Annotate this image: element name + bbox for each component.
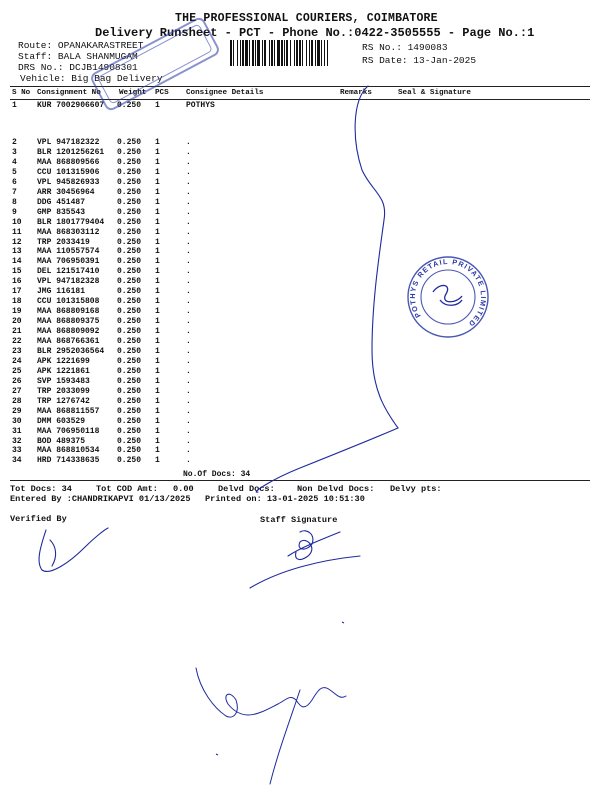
row-sno: 1 <box>12 101 17 110</box>
row-weight: 0.250 <box>117 356 142 366</box>
row-consignee: POTHYS <box>186 101 215 110</box>
row-sno: 26 <box>12 376 22 386</box>
row-pcs: 1 <box>155 406 160 416</box>
row-pcs: 1 <box>155 426 160 436</box>
row-consignment: VPL 947182328 <box>37 277 100 287</box>
row-consignee: . <box>186 337 191 346</box>
row-pcs: 1 <box>155 217 160 227</box>
row-sno: 10 <box>12 217 22 227</box>
row-sno: 2 <box>12 138 17 147</box>
delvd-docs: Delvd Docs: <box>218 484 275 494</box>
row-consignment: APK 1221861 <box>37 366 90 376</box>
row-pcs: 1 <box>155 277 160 287</box>
row-consignment: CCU 101315808 <box>37 297 100 307</box>
row-weight: 0.250 <box>117 317 142 327</box>
row-weight: 0.250 <box>117 227 142 237</box>
no-of-docs: No.Of Docs: 34 <box>183 470 251 479</box>
row-consignment: MAA 706950118 <box>37 426 100 436</box>
row-consignee: . <box>186 187 191 197</box>
row-sno: 15 <box>12 267 22 277</box>
row-pcs: 1 <box>155 356 160 366</box>
svg-text:POTHYS RETAIL PRIVATE LIMITED: POTHYS RETAIL PRIVATE LIMITED <box>407 256 489 330</box>
row-pcs: 1 <box>155 317 160 327</box>
row-weight: 0.250 <box>117 167 142 177</box>
verified-by-signature <box>39 528 108 571</box>
row-consignee: . <box>186 157 191 167</box>
row-pcs: 1 <box>155 396 160 406</box>
row-pcs: 1 <box>155 197 160 207</box>
col-consignee: Consignee Details <box>186 89 264 97</box>
col-consignment: Consignment No <box>37 89 101 97</box>
row-consignment: DMM 603529 <box>37 416 86 426</box>
row-pcs: 1 <box>155 446 160 456</box>
row-consignee: . <box>186 197 191 207</box>
row-weight: 0.250 <box>117 157 142 167</box>
row-weight: 0.250 <box>117 177 142 187</box>
delvy-pts: Delvy pts: <box>390 484 442 494</box>
row-consignee: . <box>186 227 191 237</box>
col-pcs: PCS <box>155 89 169 97</box>
rs-number: RS No.: 1490083 <box>362 42 448 53</box>
row-consignee: . <box>186 327 191 337</box>
row-consignee: . <box>186 307 191 317</box>
row-pcs: 1 <box>155 327 160 337</box>
row-consignment: GMP 835543 <box>37 207 86 217</box>
row-weight: 0.250 <box>117 436 142 446</box>
row-consignee: . <box>186 366 191 376</box>
row-consignment: MAA 868809566 <box>37 157 100 167</box>
staff-label: Staff: BALA SHANMUGAM <box>18 51 138 62</box>
row-sno: 16 <box>12 277 22 287</box>
row-consignment: MAA 868810534 <box>37 446 100 456</box>
row-consignment: MAA 868303112 <box>37 227 100 237</box>
row-weight: 0.250 <box>117 197 142 207</box>
row-consignment: DEL 121517410 <box>37 267 100 277</box>
row-consignment: MAA 868809092 <box>37 327 100 337</box>
row-consignment: HRD 714338635 <box>37 456 100 466</box>
row-sno: 11 <box>12 227 22 237</box>
row-pcs: 1 <box>155 386 160 396</box>
tot-docs: Tot Docs: 34 <box>10 484 72 494</box>
row-weight: 0.250 <box>117 287 142 297</box>
row-pcs: 1 <box>155 436 160 446</box>
rs-date: RS Date: 13-Jan-2025 <box>362 55 477 66</box>
row-weight: 0.250 <box>117 267 142 277</box>
row-consignment: MAA 868809168 <box>37 307 100 317</box>
row-consignee: . <box>186 346 191 356</box>
row-weight: 0.250 <box>117 376 142 386</box>
row-consignment: BLR 2952036564 <box>37 346 105 356</box>
row-consignment: BLR 1201256261 <box>37 147 105 157</box>
row-pcs: 1 <box>155 147 160 157</box>
row-pcs: 1 <box>155 138 160 147</box>
row-sno: 20 <box>12 317 22 327</box>
row-consignee: . <box>186 237 191 247</box>
row-consignee: . <box>186 317 191 327</box>
row-pcs: 1 <box>155 101 160 110</box>
row-pcs: 1 <box>155 376 160 386</box>
row-consignee: . <box>186 426 191 436</box>
row-weight: 0.250 <box>117 277 142 287</box>
row-consignee: . <box>186 436 191 446</box>
row-pcs: 1 <box>155 257 160 267</box>
row-sno: 14 <box>12 257 22 267</box>
row-weight: 0.250 <box>117 138 142 147</box>
row-weight: 0.250 <box>117 386 142 396</box>
row-sno: 31 <box>12 426 22 436</box>
row-consignment: BOD 489375 <box>37 436 86 446</box>
row-consignment: APK 1221699 <box>37 356 90 366</box>
row-consignment: ARR 30456964 <box>37 187 95 197</box>
row-pcs: 1 <box>155 307 160 317</box>
row-consignee: . <box>186 297 191 307</box>
non-delvd-docs: Non Delvd Docs: <box>297 484 375 494</box>
row-sno: 13 <box>12 247 22 257</box>
row-weight: 0.250 <box>117 346 142 356</box>
row-consignment: VPL 945826933 <box>37 177 100 187</box>
row-sno: 3 <box>12 147 17 157</box>
row-weight: 0.250 <box>117 446 142 456</box>
row-sno: 24 <box>12 356 22 366</box>
row-weight: 0.250 <box>117 247 142 257</box>
row-weight: 0.250 <box>117 207 142 217</box>
row-consignment: KUR 7002906607 <box>37 101 105 110</box>
row-sno: 18 <box>12 297 22 307</box>
row-pcs: 1 <box>155 297 160 307</box>
verified-by-label: Verified By <box>10 514 67 524</box>
col-remarks: Remarks <box>340 89 372 97</box>
row-consignee: . <box>186 287 191 297</box>
row-sno: 5 <box>12 167 17 177</box>
row-consignment: MAA 868811557 <box>37 406 100 416</box>
tot-cod-label: Tot COD Amt: <box>96 484 158 494</box>
row-consignee: . <box>186 257 191 267</box>
row-sno: 19 <box>12 307 22 317</box>
row-sno: 29 <box>12 406 22 416</box>
row-pcs: 1 <box>155 227 160 237</box>
row-pcs: 1 <box>155 346 160 356</box>
row-consignment: CCU 101315906 <box>37 167 100 177</box>
row-weight: 0.250 <box>117 416 142 426</box>
row-consignment: MAA 868766361 <box>37 337 100 346</box>
row-consignment: JMG 116181 <box>37 287 86 297</box>
row-sno: 17 <box>12 287 22 297</box>
col-weight: Weight <box>119 89 147 97</box>
row-sno: 33 <box>12 446 22 456</box>
row-consignment: TRP 2033099 <box>37 386 90 396</box>
row-sno: 23 <box>12 346 22 356</box>
row-weight: 0.250 <box>117 396 142 406</box>
row-weight: 0.250 <box>117 217 142 227</box>
route-label: Route: OPANAKARASTREET <box>18 40 144 51</box>
row-consignee: . <box>186 138 191 147</box>
company-title: THE PROFESSIONAL COURIERS, COIMBATORE <box>175 12 438 25</box>
row-pcs: 1 <box>155 237 160 247</box>
row-pcs: 1 <box>155 167 160 177</box>
row-consignee: . <box>186 376 191 386</box>
col-seal: Seal & Signature <box>398 89 471 97</box>
row-consignee: . <box>186 406 191 416</box>
row-sno: 22 <box>12 337 22 346</box>
row-consignment: DDG 451487 <box>37 197 86 207</box>
lower-signature-scribble <box>196 668 346 784</box>
row-pcs: 1 <box>155 177 160 187</box>
row-weight: 0.250 <box>117 101 142 110</box>
row-consignee: . <box>186 147 191 157</box>
row-sno: 9 <box>12 207 17 217</box>
row-pcs: 1 <box>155 366 160 376</box>
row-consignment: SVP 1593483 <box>37 376 90 386</box>
remarks-pen-stroke <box>256 86 398 492</box>
row-weight: 0.250 <box>117 366 142 376</box>
row-weight: 0.250 <box>117 456 142 466</box>
tot-cod-value: 0.00 <box>173 484 194 494</box>
row-consignee: . <box>186 177 191 187</box>
row-sno: 32 <box>12 436 22 446</box>
staff-signature <box>250 531 360 588</box>
row-consignment: VPL 947182322 <box>37 138 100 147</box>
runsheet-subtitle: Delivery Runsheet - PCT - Phone No.:0422-3505555 - Page No.:1 <box>95 26 535 40</box>
row-pcs: 1 <box>155 247 160 257</box>
row-weight: 0.250 <box>117 337 142 346</box>
row-consignee: . <box>186 396 191 406</box>
row-sno: 6 <box>12 177 17 187</box>
row-consignee: . <box>186 356 191 366</box>
row-pcs: 1 <box>155 456 160 466</box>
row-consignee: . <box>186 167 191 177</box>
row-sno: 25 <box>12 366 22 376</box>
drs-label: DRS No.: DCJB14908301 <box>18 62 138 73</box>
row-weight: 0.250 <box>117 406 142 416</box>
row-weight: 0.250 <box>117 327 142 337</box>
row-consignee: . <box>186 446 191 456</box>
row-sno: 21 <box>12 327 22 337</box>
entered-by: Entered By :CHANDRIKAPVI 01/13/2025 <box>10 494 191 504</box>
row-consignee: . <box>186 207 191 217</box>
row-sno: 34 <box>12 456 22 466</box>
row-consignment: TRP 1276742 <box>37 396 90 406</box>
staff-signature-label: Staff Signature <box>260 515 338 525</box>
row-consignee: . <box>186 386 191 396</box>
pothys-round-seal <box>392 241 504 353</box>
row-pcs: 1 <box>155 287 160 297</box>
col-sno: S No <box>12 89 31 97</box>
row-weight: 0.250 <box>117 257 142 267</box>
row-weight: 0.250 <box>117 187 142 197</box>
row-consignment: MAA 706950391 <box>37 257 100 267</box>
row-weight: 0.250 <box>117 147 142 157</box>
row-consignee: . <box>186 456 191 466</box>
printed-on: Printed on: 13-01-2025 10:51:30 <box>205 494 365 504</box>
row-sno: 30 <box>12 416 22 426</box>
row-pcs: 1 <box>155 267 160 277</box>
row-consignment: MAA 868809375 <box>37 317 100 327</box>
faded-rubber-stamp <box>90 17 220 111</box>
row-sno: 27 <box>12 386 22 396</box>
row-pcs: 1 <box>155 187 160 197</box>
row-weight: 0.250 <box>117 297 142 307</box>
row-consignment: MAA 110557574 <box>37 247 100 257</box>
vehicle-label: Vehicle: Big Bag Delivery <box>20 73 163 84</box>
row-weight: 0.250 <box>117 307 142 317</box>
row-sno: 4 <box>12 157 17 167</box>
row-sno: 7 <box>12 187 17 197</box>
row-sno: 8 <box>12 197 17 207</box>
row-pcs: 1 <box>155 157 160 167</box>
row-consignment: BLR 1801779404 <box>37 217 105 227</box>
row-sno: 12 <box>12 237 22 247</box>
row-pcs: 1 <box>155 416 160 426</box>
row-consignee: . <box>186 267 191 277</box>
row-consignee: . <box>186 217 191 227</box>
row-sno: 28 <box>12 396 22 406</box>
row-weight: 0.250 <box>117 237 142 247</box>
row-pcs: 1 <box>155 207 160 217</box>
row-pcs: 1 <box>155 337 160 346</box>
row-consignee: . <box>186 277 191 287</box>
row-consignment: TRP 2033419 <box>37 237 90 247</box>
row-consignee: . <box>186 247 191 257</box>
row-consignee: . <box>186 416 191 426</box>
row-weight: 0.250 <box>117 426 142 436</box>
